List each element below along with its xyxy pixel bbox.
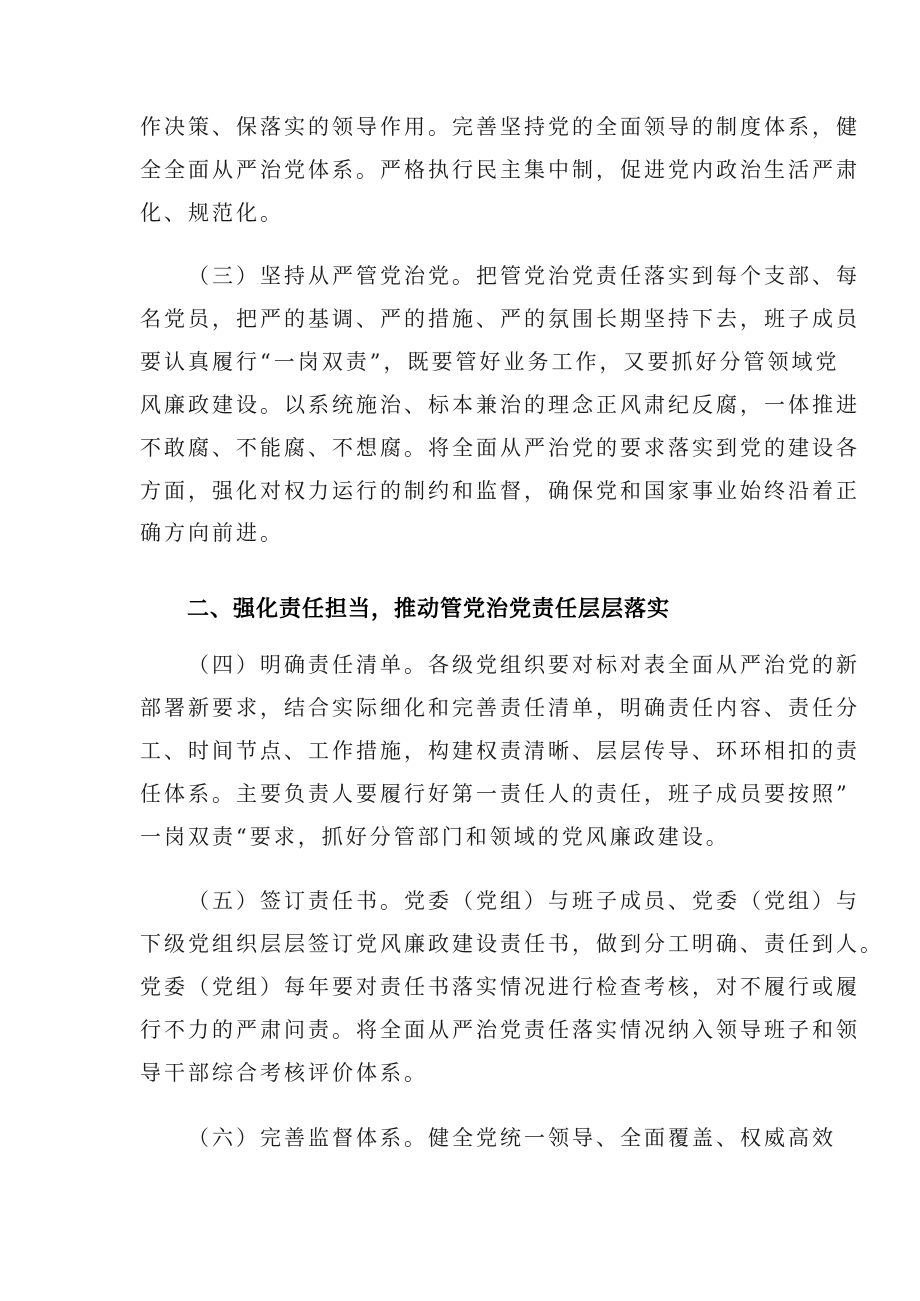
text-line: 风廉政建设。以系统施治、标本兼治的理念正风肃纪反腐，一体推进 (140, 392, 860, 417)
text-line: 要认真履行“一岗双责”，既要管好业务工作，又要抓好分管领域党 (140, 349, 840, 374)
text-line: 导干部综合考核评价体系。 (140, 1060, 428, 1085)
text-line: 工、时间节点、工作措施，构建权责清晰、层层传导、环环相扣的责 (140, 738, 860, 763)
text-line: 部署新要求，结合实际细化和完善责任清单，明确责任内容、责任分 (140, 695, 860, 720)
paragraph-4 (140, 644, 860, 859)
paragraph-5 (140, 880, 884, 1095)
text-line: 化、规范化。 (140, 200, 284, 225)
text-line: 行不力的严肃问责。将全面从严治党责任落实情况纳入领导班子和领 (140, 1017, 860, 1042)
paragraph-6 (140, 1117, 836, 1160)
section-heading: 二、强化责任担当，推动管党治党责任层层落实 (187, 597, 671, 622)
text-line: 任体系。主要负责人要履行好第一责任人的责任，班子成员要按照” (140, 781, 850, 806)
paragraph-intro (140, 106, 860, 235)
text-line: 党委（党组）每年要对责任书落实情况进行检查考核，对不履行或履 (140, 974, 860, 999)
text-line: （六）完善监督体系。健全党统一领导、全面覆盖、权威高效 (188, 1126, 836, 1150)
text-line: （五）签订责任书。党委（党组）与班子成员、党委（党组）与 (188, 889, 860, 913)
text-line: 不敢腐、不能腐、不想腐。将全面从严治党的要求落实到党的建设各 (140, 435, 860, 460)
text-line: 作决策、保落实的领导作用。完善坚持党的全面领导的制度体系，健 (140, 115, 860, 139)
text-line: 名党员，把严的基调、严的措施、严的氛围长期坚持下去，班子成员 (140, 306, 860, 331)
text-line: 全全面从严治党体系。严格执行民主集中制，促进党内政治生活严肃 (140, 157, 860, 182)
text-line: （三）坚持从严管党治党。把管党治党责任落实到每个支部、每 (188, 264, 860, 288)
paragraph-3 (140, 255, 860, 555)
text-line: 方面，强化对权力运行的制约和监督，确保党和国家事业始终沿着正 (140, 478, 860, 503)
text-line: 确方向前进。 (140, 521, 284, 546)
text-line: （四）明确责任清单。各级党组织要对标对表全面从严治党的新 (188, 653, 860, 677)
text-line: 一岗双责“要求，抓好分管部门和领域的党风廉政建设。 (140, 824, 730, 849)
text-line: 下级党组织层层签订党风廉政建设责任书，做到分工明确、责任到人。 (140, 931, 884, 956)
